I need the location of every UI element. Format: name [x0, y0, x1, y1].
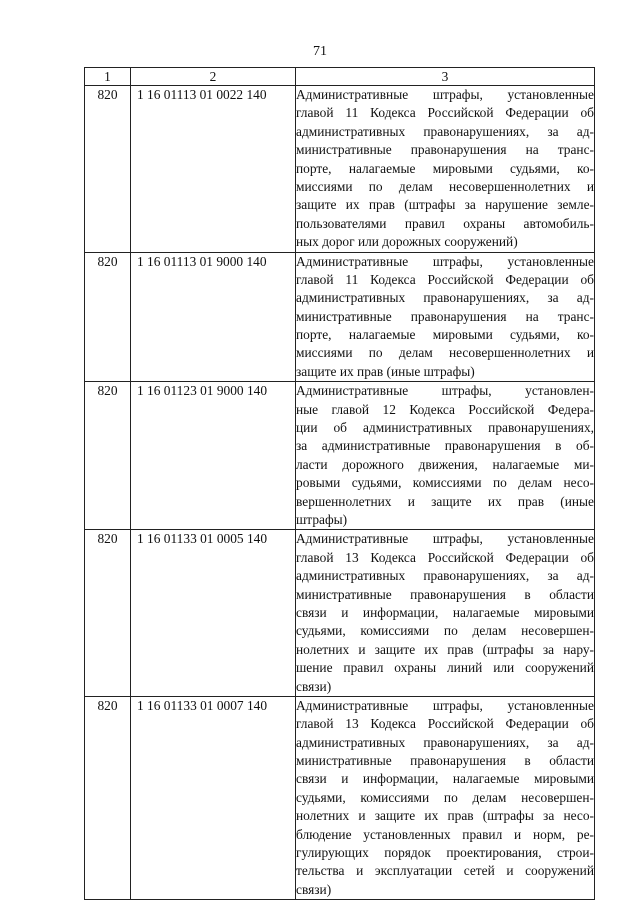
budget-code-cell: 1 16 01113 01 0022 140 — [131, 86, 296, 253]
table-row — [85, 530, 595, 697]
description-line: судьями, комиссиями по делам несовершен- — [296, 623, 594, 639]
header-col-1: 1 — [85, 68, 131, 86]
description-line: главой 13 Кодекса Российской Федерации об — [296, 716, 594, 732]
table-header-row — [85, 68, 595, 86]
description-line: защите их прав (штрафы за нарушение земле- — [296, 197, 594, 213]
description-line: нолетних и защите их прав (штрафы за нару- — [296, 641, 594, 657]
description-line: штрафы) — [296, 511, 348, 527]
admin-code-cell: 820 — [85, 382, 131, 530]
description-cell — [296, 530, 595, 697]
description-line: ные главой 12 Кодекса Российской Федера- — [296, 401, 594, 417]
description-line: административных правонарушениях, за ад- — [296, 290, 594, 306]
description-line: Административные штрафы, установленные — [296, 87, 594, 102]
description-line: Административные штрафы, установленные — [296, 253, 594, 269]
description-line: Административные штрафы, установленные — [296, 531, 594, 547]
description-line: связи) — [296, 881, 332, 897]
table-row — [85, 252, 595, 382]
description-line: защите их прав (иные штрафы) — [296, 363, 475, 379]
description-cell — [296, 382, 595, 530]
budget-code-cell: 1 16 01133 01 0005 140 — [131, 530, 296, 697]
description-line: порте, налагаемые мировыми судьями, ко- — [296, 160, 594, 176]
description-line: министративные правонарушения на транс- — [296, 308, 594, 324]
description-line: связи и информации, налагаемые мировыми — [296, 604, 594, 620]
description-line: миссиями по делам несовершеннолетних и — [296, 178, 594, 194]
description-line: ласти дорожного движения, налагаемые ми- — [296, 456, 594, 472]
description-line: ровыми судьями, комиссиями по делам несо- — [296, 475, 594, 491]
description-line: министративные правонарушения на транс- — [296, 142, 594, 158]
admin-code-cell: 820 — [85, 530, 131, 697]
description-line: тельства и эксплуатации сетей и сооружений — [296, 863, 594, 879]
description-line: пользователями правил охраны автомобиль- — [296, 215, 594, 231]
description-line: Административные штрафы, установленные — [296, 697, 594, 713]
admin-code-cell: 820 — [85, 86, 131, 253]
description-line: гулирующих порядок проектирования, строи- — [296, 845, 594, 861]
description-line: шение правил охраны линий или сооружений — [296, 660, 594, 676]
admin-code-cell: 820 — [85, 696, 131, 899]
description-line: административных правонарушениях, за ад- — [296, 123, 594, 139]
description-line: блюдение установленных правил и норм, ре- — [296, 826, 594, 842]
header-col-3: 3 — [296, 68, 595, 86]
description-line: за административные правонарушения в об- — [296, 438, 594, 454]
budget-code-cell: 1 16 01113 01 9000 140 — [131, 252, 296, 382]
table-row — [85, 382, 595, 530]
description-line: вершеннолетних и защите их прав (иные — [296, 493, 594, 509]
description-line: Административные штрафы, установлен- — [296, 383, 594, 399]
description-line: министративные правонарушения в области — [296, 586, 594, 602]
description-line: нолетних и защите их прав (штрафы за несо- — [296, 808, 594, 824]
description-line: ции об административных правонарушениях, — [296, 420, 594, 436]
description-line: связи и информации, налагаемые мировыми — [296, 771, 594, 787]
description-line: главой 13 Кодекса Российской Федерации об — [296, 549, 594, 565]
description-line: министративные правонарушения в области — [296, 753, 594, 769]
description-line: связи) — [296, 678, 332, 694]
budget-code-cell: 1 16 01123 01 9000 140 — [131, 382, 296, 530]
description-line: судьями, комиссиями по делам несовершен- — [296, 789, 594, 805]
table-row — [85, 696, 595, 899]
description-cell — [296, 252, 595, 382]
description-line: административных правонарушениях, за ад- — [296, 734, 594, 750]
revenue-codes-table — [84, 67, 595, 900]
header-col-2: 2 — [131, 68, 296, 86]
budget-code-cell: 1 16 01133 01 0007 140 — [131, 696, 296, 899]
description-line: ных дорог или дорожных сооружений) — [296, 234, 518, 250]
description-line: порте, налагаемые мировыми судьями, ко- — [296, 327, 594, 343]
admin-code-cell: 820 — [85, 252, 131, 382]
description-line: административных правонарушениях, за ад- — [296, 568, 594, 584]
table-body — [85, 86, 595, 900]
description-line: главой 11 Кодекса Российской Федерации об — [296, 271, 594, 287]
description-cell — [296, 696, 595, 899]
description-line: миссиями по делам несовершеннолетних и — [296, 345, 594, 361]
page-number: 71 — [313, 44, 327, 59]
description-line: главой 11 Кодекса Российской Федерации об — [296, 105, 594, 121]
description-cell — [296, 86, 595, 253]
table-row — [85, 86, 595, 253]
